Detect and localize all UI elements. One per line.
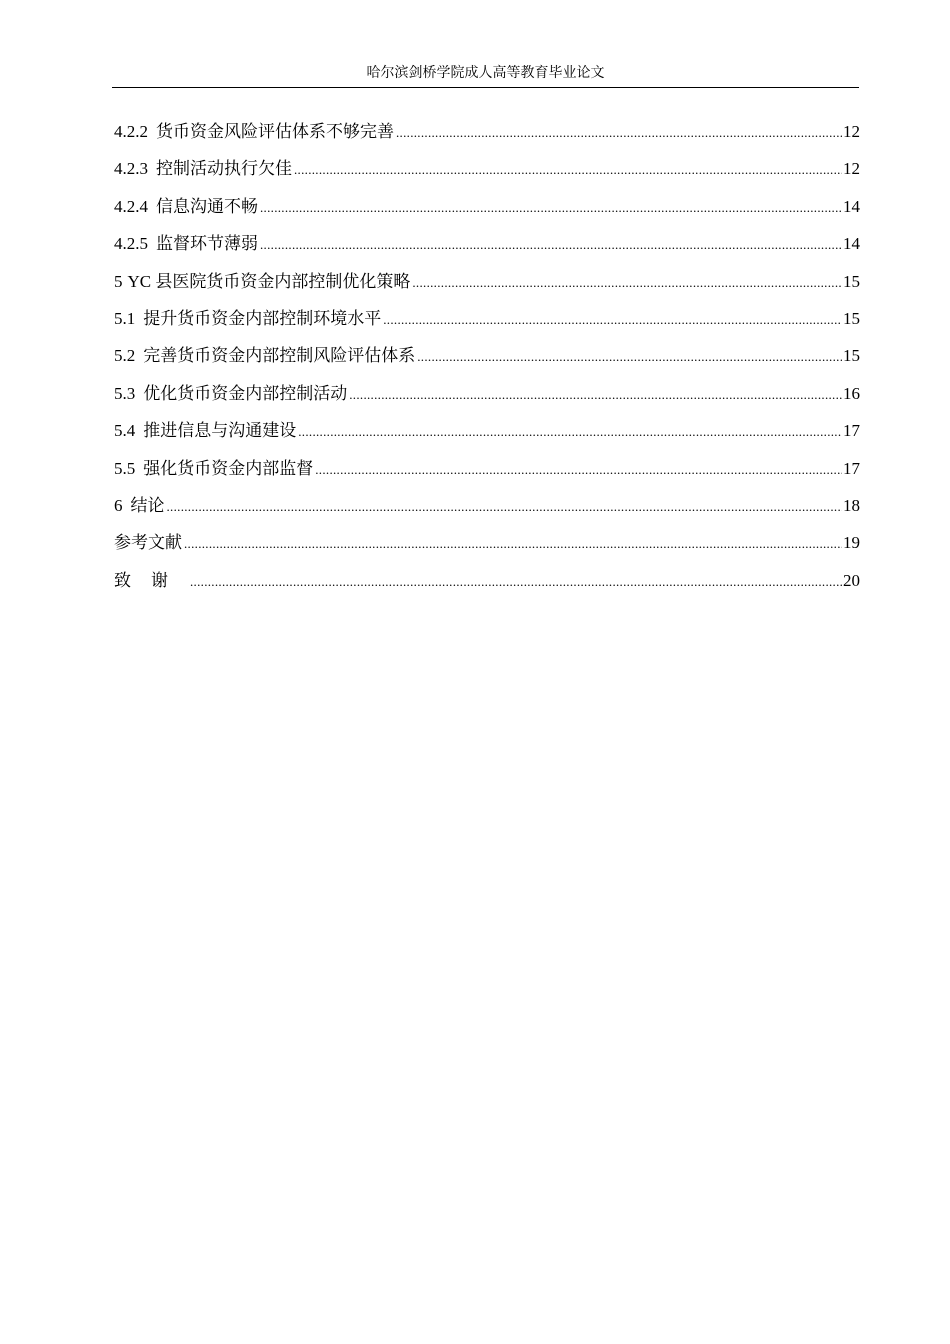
toc-entry-title: 监督环节薄弱 xyxy=(156,234,258,254)
toc-entry-4-2-5[interactable] xyxy=(114,230,860,267)
toc-entry-page: 18 xyxy=(843,495,860,515)
toc-entry-number: 4.2.4 xyxy=(114,196,148,216)
toc-entry-5-4[interactable] xyxy=(114,417,860,454)
toc-dot-leader xyxy=(412,269,842,297)
toc-entry-number: 5.3 xyxy=(114,383,136,403)
toc-entry-title: 强化货币资金内部监督 xyxy=(143,458,314,478)
toc-entry-page: 14 xyxy=(843,234,860,254)
toc-dot-leader xyxy=(383,306,842,334)
toc-entry-5-1[interactable] xyxy=(114,305,860,342)
toc-dot-leader xyxy=(396,119,842,147)
toc-entry-title: 控制活动执行欠佳 xyxy=(156,159,292,179)
toc-entry-page: 12 xyxy=(843,159,860,179)
toc-entry-title: 信息沟通不畅 xyxy=(156,196,258,216)
toc-entry-number: 5.2 xyxy=(114,346,136,366)
toc-entry-title: 完善货币资金内部控制风险评估体系 xyxy=(143,346,416,366)
toc-entry-5-5[interactable] xyxy=(114,455,860,492)
toc-entry-page: 15 xyxy=(843,308,860,328)
toc-entry-page: 15 xyxy=(843,346,860,366)
toc-entry-title: 推进信息与沟通建设 xyxy=(143,421,297,441)
toc-entry-page: 14 xyxy=(843,196,860,216)
toc-dot-leader xyxy=(260,231,842,259)
toc-dot-leader xyxy=(315,456,842,484)
toc-entry-page: 17 xyxy=(843,458,860,478)
toc-entry-number: 6 xyxy=(114,495,123,515)
toc-entry-number: 4.2.3 xyxy=(114,159,148,179)
toc-dot-leader xyxy=(294,156,842,184)
toc-entry-title: 致谢 xyxy=(114,570,188,590)
toc-entry-title: 优化货币资金内部控制活动 xyxy=(143,383,348,403)
toc-entry-5-3[interactable] xyxy=(114,380,860,417)
toc-entry-title: 参考文献 xyxy=(114,533,182,553)
toc-dot-leader xyxy=(349,381,842,409)
table-of-contents xyxy=(114,118,860,604)
toc-dot-leader xyxy=(260,194,842,222)
toc-entry-acknowledgements[interactable] xyxy=(114,567,860,604)
toc-entry-4-2-2[interactable] xyxy=(114,118,860,155)
toc-entry-references[interactable] xyxy=(114,529,860,566)
toc-entry-title: 货币资金风险评估体系不够完善 xyxy=(156,122,394,141)
toc-entry-4-2-3[interactable] xyxy=(114,155,860,192)
toc-entry-number: 4.2.2 xyxy=(114,122,148,141)
toc-dot-leader xyxy=(167,493,843,521)
toc-entry-number: 4.2.5 xyxy=(114,234,148,254)
toc-entry-number: 5.4 xyxy=(114,421,136,441)
toc-entry-page: 15 xyxy=(843,271,860,291)
toc-entry-title: YC 县医院货币资金内部控制优化策略 xyxy=(127,271,411,291)
header-rule xyxy=(112,87,859,88)
toc-entry-page: 16 xyxy=(843,383,860,403)
toc-dot-leader xyxy=(298,418,842,446)
toc-entry-page: 12 xyxy=(843,122,860,141)
toc-entry-number: 5 xyxy=(114,271,123,291)
toc-entry-page: 20 xyxy=(843,570,860,590)
toc-entry-title: 结论 xyxy=(130,495,165,515)
toc-entry-number: 5.1 xyxy=(114,308,136,328)
toc-entry-page: 19 xyxy=(843,533,860,553)
toc-dot-leader xyxy=(417,343,842,371)
toc-dot-leader xyxy=(190,568,842,596)
page-header: 哈尔滨剑桥学院成人高等教育毕业论文 xyxy=(366,66,605,81)
toc-entry-6[interactable] xyxy=(114,492,860,529)
toc-entry-5-2[interactable] xyxy=(114,342,860,379)
toc-dot-leader xyxy=(184,530,842,558)
toc-entry-number: 5.5 xyxy=(114,458,136,478)
toc-entry-title: 提升货币资金内部控制环境水平 xyxy=(143,308,382,328)
toc-entry-page: 17 xyxy=(843,421,860,441)
toc-entry-4-2-4[interactable] xyxy=(114,193,860,230)
toc-entry-5[interactable] xyxy=(114,268,860,305)
